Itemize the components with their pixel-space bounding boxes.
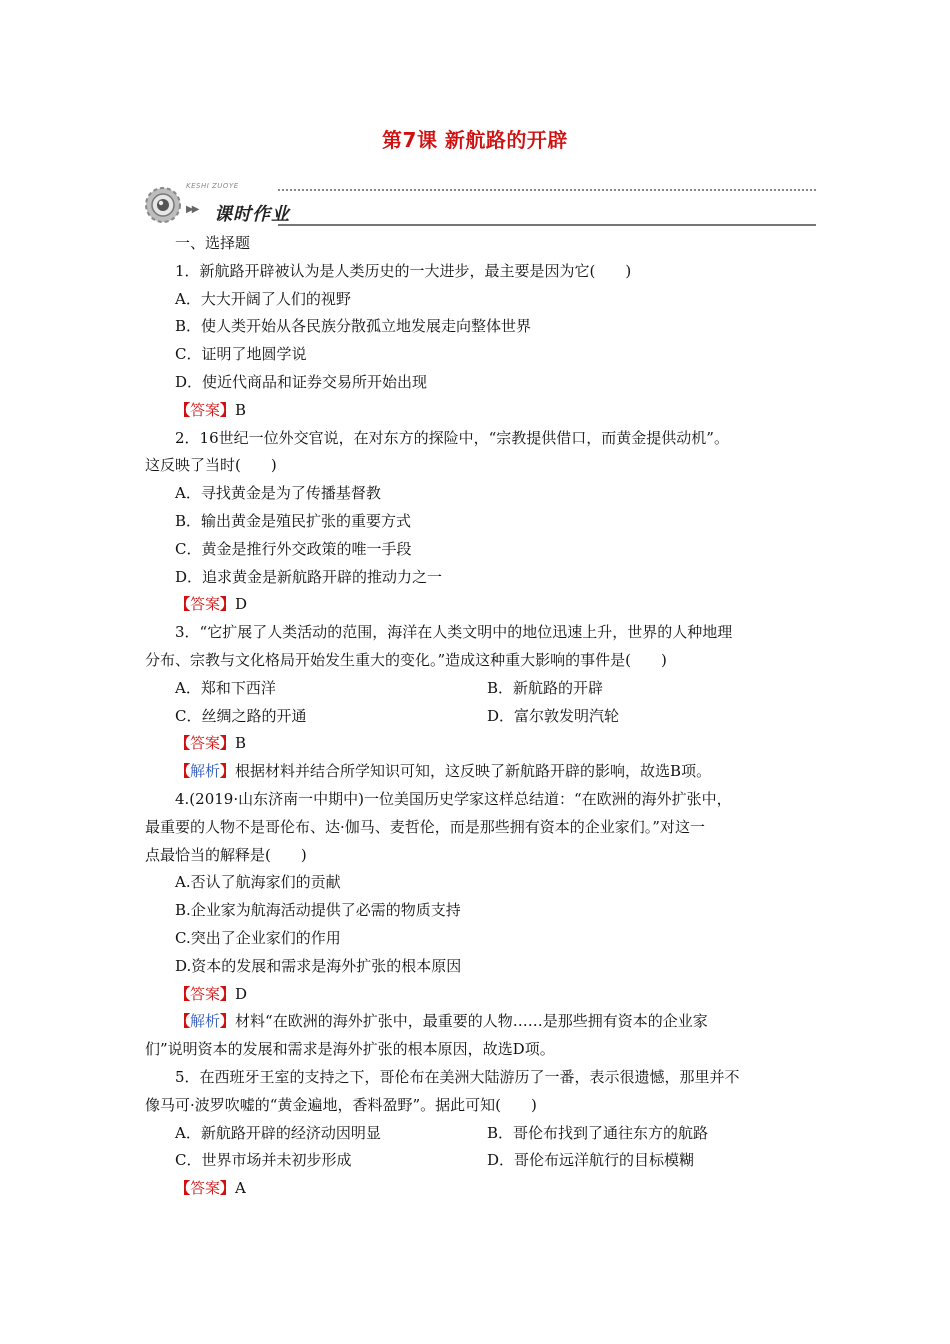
section-heading: 一、选择题 (175, 234, 251, 252)
answer-line: 【答案】B (175, 400, 247, 419)
answer-label: 答案 (190, 984, 221, 1003)
option: C．黄金是推行外交政策的唯一手段 (175, 539, 412, 558)
page-title: 第7课 新航路的开辟 (382, 128, 568, 152)
option: C.突出了企业家们的作用 (175, 928, 341, 947)
answer-line: 【答案】A (175, 1179, 246, 1198)
question-stem: 2．16世纪一位外交官说，在对东方的探险中，“宗教提供借口，而黄金提供动机”。 (175, 428, 729, 447)
option: B．哥伦布找到了通往东方的航路 (487, 1123, 709, 1142)
option: D．追求黄金是新航路开辟的推动力之一 (175, 567, 443, 586)
analysis-line: 【解析】材料“在欧洲的海外扩张中，最重要的人物……是那些拥有资本的企业家 (175, 1012, 708, 1031)
answer-label: 答案 (190, 734, 221, 753)
option: A．寻找黄金是为了传播基督教 (175, 484, 381, 503)
option: A．大大开阔了人们的视野 (175, 289, 351, 308)
banner-label: 课时作业 (214, 204, 290, 225)
analysis-label: 解析 (190, 1012, 221, 1031)
option: A．新航路开辟的经济动因明显 (175, 1123, 381, 1142)
answer-line: 【答案】B (175, 734, 247, 753)
question-stem: 分布、宗教与文化格局开始发生重大的变化。”造成这种重大影响的事件是( ) (145, 650, 667, 669)
question-stem: 4.(2019·山东济南一中期中)一位美国历史学家这样总结道：“在欧洲的海外扩张中， (175, 789, 732, 808)
option: B．使人类开始从各民族分散孤立地发展走向整体世界 (175, 317, 532, 336)
answer-value: D (235, 984, 248, 1003)
answer-label: 答案 (190, 400, 221, 419)
analysis-text: 根据材料并结合所学知识可知，这反映了新航路开辟的影响，故选B项。 (235, 762, 712, 781)
answer-label: 答案 (190, 1179, 221, 1198)
question-stem: 1．新航路开辟被认为是人类历史的一大进步，最主要是因为它( ) (175, 261, 632, 280)
option: B．输出黄金是殖民扩张的重要方式 (175, 511, 412, 530)
option: B.企业家为航海活动提供了必需的物质支持 (175, 901, 461, 920)
answer-line: 【答案】D (175, 595, 248, 614)
question-stem: 3．“它扩展了人类活动的范围，海洋在人类文明中的地位迅速上升，世界的人种地理 (175, 623, 733, 642)
option-row (145, 1120, 817, 1148)
banner-rule (278, 224, 816, 226)
option: A.否认了航海家们的贡献 (175, 873, 341, 892)
section-banner (140, 178, 816, 228)
analysis-text: 们”说明资本的发展和需求是海外扩张的根本原因，故选D项。 (145, 1040, 555, 1059)
question-stem: 最重要的人物不是哥伦布、达·伽马、麦哲伦，而是那些拥有资本的企业家们。”对这一 (145, 817, 705, 836)
option: C．证明了地圆学说 (175, 345, 307, 364)
option: C．世界市场并未初步形成 (175, 1151, 352, 1170)
option-row (145, 675, 817, 703)
double-arrow-icon: ▶▶ (186, 204, 198, 215)
answer-value: B (235, 734, 247, 753)
analysis-label: 解析 (190, 762, 221, 781)
option: D．哥伦布远洋航行的目标模糊 (487, 1151, 695, 1170)
analysis-line: 【解析】根据材料并结合所学知识可知，这反映了新航路开辟的影响，故选B项。 (175, 762, 712, 781)
option: C．丝绸之路的开通 (175, 706, 307, 725)
gear-icon (142, 184, 184, 226)
question-stem: 点最恰当的解释是( ) (145, 845, 307, 864)
option: D．使近代商品和证券交易所开始出现 (175, 372, 428, 391)
analysis-text: 材料“在欧洲的海外扩张中，最重要的人物……是那些拥有资本的企业家 (235, 1012, 708, 1031)
option: B．新航路的开辟 (487, 678, 604, 697)
answer-line: 【答案】D (175, 984, 248, 1003)
answer-label: 答案 (190, 595, 221, 614)
answer-value: D (235, 595, 248, 614)
question-stem: 像马可·波罗吹嘘的“黄金遍地，香料盈野”。据此可知( ) (145, 1095, 537, 1114)
question-list (145, 230, 817, 1203)
option-row (145, 1147, 817, 1175)
option: A．郑和下西洋 (175, 678, 276, 697)
option-row (145, 703, 817, 731)
banner-small-text: KESHI ZUOYE (186, 182, 239, 190)
option: D．富尔敦发明汽轮 (487, 706, 620, 725)
option: D.资本的发展和需求是海外扩张的根本原因 (175, 956, 462, 975)
question-stem: 5．在西班牙王室的支持之下，哥伦布在美洲大陆游历了一番，表示很遗憾，那里并不 (175, 1067, 740, 1086)
banner-dotted-rule (278, 189, 816, 191)
question-stem: 这反映了当时( ) (145, 456, 277, 475)
answer-value: A (235, 1179, 246, 1198)
answer-value: B (235, 400, 247, 419)
